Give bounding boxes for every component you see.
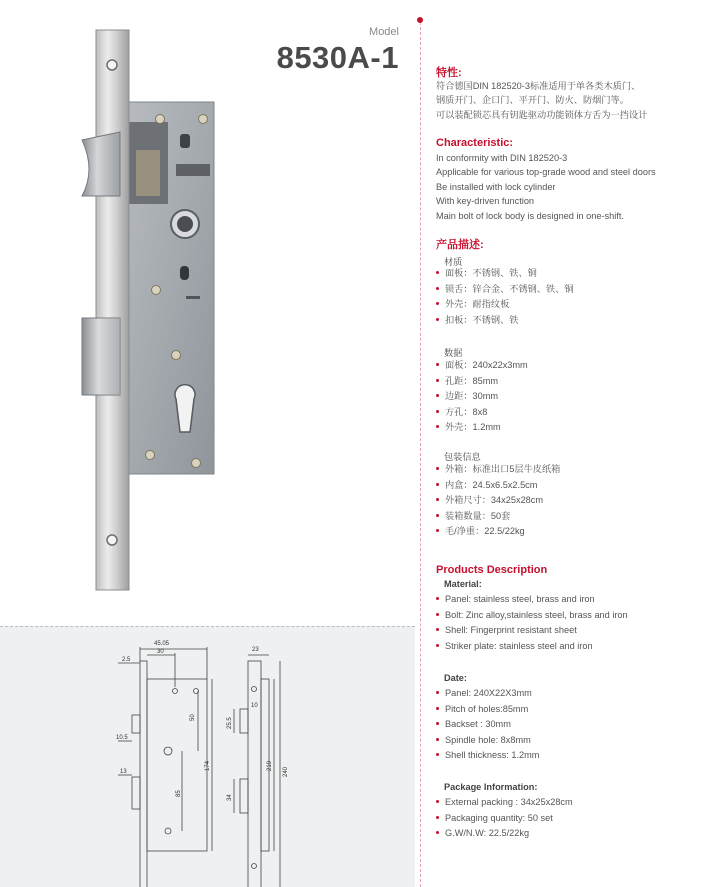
list-item: [436, 462, 560, 478]
list-item-text: 边距：30mm: [445, 391, 499, 401]
dim-backset: 30: [157, 649, 164, 655]
list-item: [436, 266, 574, 282]
list-item: [436, 717, 539, 733]
bullet-dot: [436, 410, 439, 413]
bullet-dot: [436, 271, 439, 274]
list-item: [436, 733, 539, 749]
features-cn-line: 可以装配锁芯具有钥匙驱动功能锁体方舌为一挡设计: [436, 109, 648, 120]
list-item: [436, 509, 560, 525]
dim-bolt-length: 34: [227, 794, 233, 801]
dim-latch-gap: 10: [251, 703, 258, 709]
dim-cylinder-offset: 85: [176, 790, 182, 797]
list-item-text: Packaging quantity: 50 set: [445, 812, 553, 823]
bullet-dot: [436, 302, 439, 305]
bullet-dot: [436, 425, 439, 428]
list-item: [436, 282, 574, 298]
bullet-dot: [436, 738, 439, 741]
bullet-dot: [436, 644, 439, 647]
model-number: 8530A-1: [276, 40, 399, 75]
list-item: [436, 358, 528, 374]
list-item-text: Pitch of holes:85mm: [445, 703, 529, 714]
data-en-list: [436, 686, 539, 764]
features-en-line: In conformity with DIN 182520-3: [436, 153, 568, 163]
list-item: [436, 592, 628, 608]
list-item: [436, 702, 539, 718]
list-item: [436, 748, 539, 764]
bullet-dot: [436, 816, 439, 819]
list-item-text: Panel: stainless steel, brass and iron: [445, 594, 595, 604]
features-cn-line: 钢质开门、企口门、平开门、防火、防烟门等。: [436, 95, 629, 106]
list-item: [436, 639, 628, 655]
list-item: [436, 623, 628, 639]
list-item-text: 外壳：1.2mm: [445, 422, 501, 432]
list-item: [436, 686, 539, 702]
bullet-dot: [436, 483, 439, 486]
list-item-text: Spindle hole: 8x8mm: [445, 734, 531, 745]
list-item-text: G.W/N.W: 22.5/22kg: [445, 828, 530, 838]
list-item-text: 面板：240x22x3mm: [445, 360, 528, 370]
list-item: [436, 826, 573, 842]
package-cn-list: [436, 462, 560, 540]
features-en-text: [436, 151, 656, 223]
bullet-dot: [436, 467, 439, 470]
bullet-dot: [436, 831, 439, 834]
bullet-dot: [436, 363, 439, 366]
column-divider: [420, 22, 421, 887]
list-item-text: 外箱：标准出口5层牛皮纸箱: [445, 464, 561, 474]
list-item-text: Striker plate: stainless steel and iron: [445, 640, 593, 651]
list-item-text: Backset : 30mm: [445, 719, 511, 729]
bullet-dot: [436, 691, 439, 694]
list-item: [436, 608, 628, 624]
divider-dot: [417, 17, 423, 23]
features-en-line: Main bolt of lock body is designed in one-shift.: [436, 210, 624, 221]
technical-drawing-panel: [0, 626, 415, 887]
description-en-heading: Products Description: [436, 564, 548, 576]
side-view: [234, 655, 280, 887]
bullet-dot: [436, 529, 439, 532]
description-cn-heading: 产品描述:: [436, 239, 484, 251]
list-item-text: 外壳：耐指纹板: [445, 299, 510, 309]
bullet-dot: [436, 628, 439, 631]
package-en-list: [436, 795, 573, 842]
list-item-text: 外箱尺寸：34x25x28cm: [445, 495, 544, 505]
features-en-heading: Characteristic:: [436, 137, 514, 149]
features-en-line: Be installed with lock cylinder: [436, 181, 556, 192]
list-item: [436, 313, 574, 329]
bullet-dot: [436, 613, 439, 616]
list-item-text: Shell: Fingerprint resistant sheet: [445, 625, 577, 635]
list-item-text: 装箱数量：50套: [445, 510, 511, 521]
bullet-dot: [436, 722, 439, 725]
bullet-dot: [436, 379, 439, 382]
list-item: [436, 493, 560, 509]
dim-body-height: 210: [267, 760, 273, 771]
list-item-text: Shell thickness: 1.2mm: [445, 750, 540, 760]
dim-top-width: 23: [252, 647, 259, 653]
dimension-drawing: [0, 627, 415, 887]
list-item-text: Panel: 240X22X3mm: [445, 688, 532, 698]
bullet-dot: [436, 800, 439, 803]
list-item: [436, 389, 528, 405]
bullet-dot: [436, 318, 439, 321]
product-photo: [0, 0, 415, 620]
data-cn-list: [436, 358, 528, 436]
list-item: [436, 374, 528, 390]
model-label: Model: [369, 26, 399, 38]
package-cn-title: 包装信息: [444, 452, 481, 462]
list-item-text: 面板：不锈钢、铁、铜: [445, 268, 537, 278]
list-item-text: 方孔：8x8: [445, 406, 488, 417]
features-en-line: With key-driven function: [436, 196, 535, 207]
material-en-list: [436, 592, 628, 654]
features-cn-line: 符合德国DIN 182520-3标准适用于单各类木质门、: [436, 81, 641, 91]
list-item-text: External packing : 34x25x28cm: [445, 797, 573, 807]
dim-latch-length: 25.5: [227, 717, 233, 729]
list-item-text: 锁舌：锌合金、不锈钢、铁、铜: [445, 283, 574, 294]
bullet-dot: [436, 498, 439, 501]
list-item: [436, 420, 528, 436]
dim-width-total: 45.05: [154, 641, 170, 647]
list-item: [436, 405, 528, 421]
features-cn-text: [436, 79, 647, 122]
list-item: [436, 478, 560, 494]
data-cn-title: 数据: [444, 348, 463, 358]
dim-bolt-offset: 13: [120, 769, 127, 775]
bullet-dot: [436, 753, 439, 756]
dim-plate-height: 240: [283, 766, 289, 777]
list-item-text: 毛/净重：22.5/22kg: [445, 526, 525, 536]
front-view: [118, 647, 212, 887]
list-item: [436, 524, 560, 540]
material-en-title: Material:: [444, 579, 482, 589]
list-item-text: 内盒：24.5x6.5x2.5cm: [445, 479, 538, 490]
material-cn-title: 材质: [444, 257, 463, 267]
features-cn-heading: 特性:: [436, 67, 462, 79]
dim-face-offset: 2.5: [122, 657, 131, 663]
material-cn-list: [436, 266, 574, 328]
front-dimension-labels: [116, 641, 211, 797]
dim-upper-height: 50: [190, 714, 196, 721]
list-item-text: Bolt: Zinc alloy,stainless steel, brass and iron: [445, 609, 628, 620]
list-item-text: 扣板：不锈钢、铁: [445, 314, 519, 325]
bullet-dot: [436, 597, 439, 600]
dim-total-height: 174: [205, 760, 211, 771]
list-item: [436, 795, 573, 811]
list-item-text: 孔距：85mm: [445, 375, 499, 386]
bullet-dot: [436, 707, 439, 710]
list-item: [436, 297, 574, 313]
bullet-dot: [436, 514, 439, 517]
bullet-dot: [436, 394, 439, 397]
features-en-line: Applicable for various top-grade wood and steel doors: [436, 167, 656, 178]
package-en-title: Package Information:: [444, 782, 538, 792]
bullet-dot: [436, 287, 439, 290]
data-en-title: Date:: [444, 673, 467, 683]
list-item: [436, 811, 573, 827]
lock-body-illustration: [0, 0, 415, 620]
dim-latch-offset: 10.5: [116, 735, 128, 741]
